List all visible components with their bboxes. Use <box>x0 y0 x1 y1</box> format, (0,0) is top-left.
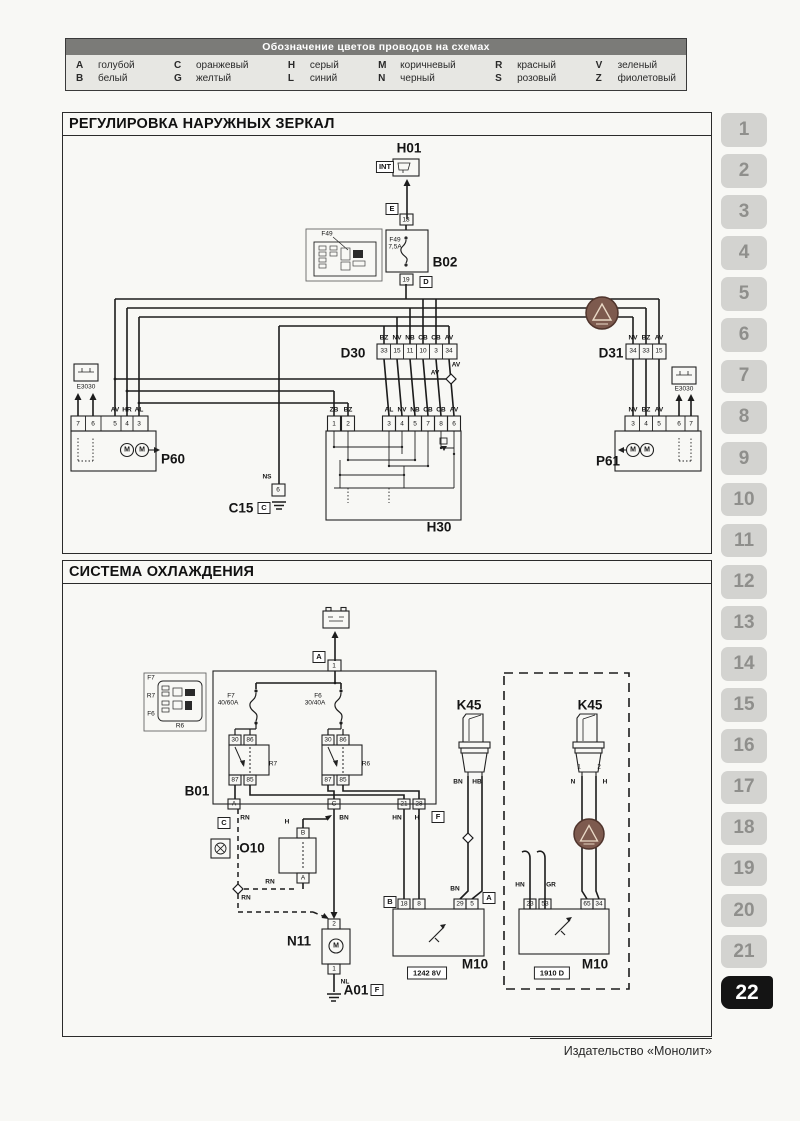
component-label-m10: M10 <box>581 956 609 972</box>
component-label-a01: A01 <box>343 982 369 998</box>
chapter-tab-2: 2 <box>721 154 767 188</box>
wire-color-nv: NV <box>397 406 407 414</box>
pin-1: 1 <box>332 965 336 973</box>
color-name: розовый <box>517 73 557 84</box>
ref-d: D <box>420 276 433 288</box>
legend-column-0 <box>76 59 135 85</box>
wire-color-rn: RN <box>240 814 250 822</box>
wire-color-bn: BN <box>453 778 463 786</box>
component-label-m10: M10 <box>461 956 489 972</box>
note-f49: F49 <box>321 230 333 238</box>
footer-rule <box>530 1038 712 1039</box>
wire-color-h: H <box>602 778 608 786</box>
pin-3: 3 <box>137 420 141 428</box>
wire-color-nv: NV <box>628 406 638 414</box>
legend-entry-L <box>288 72 339 85</box>
legend-entry-V <box>596 59 676 72</box>
pin-7: 7 <box>76 420 80 428</box>
legend-column-4 <box>495 59 556 85</box>
ref-b: B <box>384 896 397 908</box>
motor-letter-m: M <box>630 446 636 454</box>
wire-color-bz: BZ <box>641 406 651 414</box>
pin-34: 34 <box>445 347 453 355</box>
wire-color-av: AV <box>444 334 454 342</box>
color-code: H <box>287 60 296 71</box>
page-index-tabs <box>721 113 773 1009</box>
pin-2: 2 <box>332 920 336 928</box>
pin-7: 7 <box>689 420 693 428</box>
legend-entry-N <box>378 72 456 85</box>
motor-letter-m: M <box>644 446 650 454</box>
legend-entry-S <box>495 72 556 85</box>
pin-34: 34 <box>595 900 603 908</box>
pin-86: 86 <box>339 736 347 744</box>
legend-column-3 <box>378 59 456 85</box>
color-name: голубой <box>98 60 135 71</box>
color-name: белый <box>98 73 128 84</box>
chapter-tab-5: 5 <box>721 277 767 311</box>
component-label-k45: K45 <box>577 697 603 713</box>
color-name: красный <box>517 60 556 71</box>
diagram1-title: РЕГУЛИРОВКА НАРУЖНЫХ ЗЕРКАЛ <box>63 113 711 136</box>
pin-34: 34 <box>629 347 637 355</box>
chapter-tab-9: 9 <box>721 442 767 476</box>
legend-entry-B <box>76 72 135 85</box>
note-40-60a: 40/60A <box>217 699 239 707</box>
diagram2-labels <box>63 561 711 1036</box>
ref-c: C <box>258 502 271 514</box>
color-name: серый <box>309 60 339 71</box>
diagram-cooling-system <box>62 560 712 1037</box>
wire-color-bn: BN <box>339 814 349 822</box>
chapter-tab-19: 19 <box>721 853 767 887</box>
pin-3: 3 <box>387 420 391 428</box>
chapter-tab-10: 10 <box>721 483 767 517</box>
publisher-footer: Издательство «Монолит» <box>563 1044 712 1058</box>
chapter-tab-8: 8 <box>721 401 767 435</box>
color-code: A <box>76 60 84 71</box>
pin-3: 3 <box>434 347 438 355</box>
pin-1: 1 <box>332 420 336 428</box>
color-name: черный <box>400 73 435 84</box>
diagram-mirror-adjustment <box>62 112 712 554</box>
motor-letter-m: M <box>124 446 130 454</box>
pin-2: 2 <box>597 763 601 771</box>
note-f6: F6 <box>314 692 322 700</box>
pin-23: 23 <box>526 900 534 908</box>
motor-letter-m: M <box>333 942 339 950</box>
pin-87: 87 <box>231 776 239 784</box>
wire-color-rn: RN <box>241 894 251 902</box>
diagram2-title: СИСТЕМА ОХЛАЖДЕНИЯ <box>63 561 711 584</box>
wire-color-av: AV <box>654 334 664 342</box>
pin-b: B <box>300 829 306 837</box>
ref-a: A <box>483 892 496 904</box>
pin-6: 6 <box>276 486 280 494</box>
legend-entry-M <box>378 59 456 72</box>
pin-18: 18 <box>402 216 410 224</box>
color-code: V <box>595 60 603 71</box>
pin-30: 30 <box>231 736 239 744</box>
wire-color-bz: BZ <box>379 334 389 342</box>
wire-color-hn: HN <box>515 881 525 889</box>
wire-color-cb: CB <box>418 334 428 342</box>
color-code: R <box>495 60 503 71</box>
pin-a: A <box>300 874 306 882</box>
wire-color-av: AV <box>449 406 459 414</box>
pin-1: 1 <box>577 763 581 771</box>
color-name: зеленый <box>617 60 658 71</box>
color-code: Z <box>595 73 602 84</box>
chapter-tab-7: 7 <box>721 360 767 394</box>
pin-18: 18 <box>400 900 408 908</box>
chapter-tab-13: 13 <box>721 606 767 640</box>
color-code: M <box>378 60 387 71</box>
chapter-tab-14: 14 <box>721 647 767 681</box>
pin-1: 1 <box>332 662 336 670</box>
wire-color-cb: CB <box>423 406 433 414</box>
chapter-tab-11: 11 <box>721 524 767 558</box>
note-r7: R7 <box>268 760 278 768</box>
note-7-5a: 7,5A <box>388 243 402 251</box>
note-30-40a: 30/40A <box>304 699 326 707</box>
legend-column-1 <box>174 59 249 85</box>
pin-8: 8 <box>439 420 443 428</box>
wire-color-zb: ZB <box>329 406 339 414</box>
wire-color-rn: RN <box>265 878 275 886</box>
chapter-tab-21: 21 <box>721 935 767 969</box>
wire-color-gr: GR <box>546 881 556 889</box>
note-r7: R7 <box>146 692 156 700</box>
color-name: фиолетовый <box>617 73 676 84</box>
chapter-tab-3: 3 <box>721 195 767 229</box>
wire-color-cb: CB <box>431 334 441 342</box>
legend-columns <box>66 55 686 90</box>
pin-28: 28 <box>415 800 423 808</box>
wire-color-nv: NV <box>392 334 402 342</box>
ref-int: INT <box>376 161 394 173</box>
wire-color-al: AL <box>384 406 394 414</box>
color-code: C <box>173 60 182 71</box>
color-name: желтый <box>195 73 232 84</box>
pin-53: 53 <box>541 900 549 908</box>
color-code: L <box>287 73 294 84</box>
note-f49: F49 <box>389 236 401 244</box>
motor-letter-m: M <box>139 446 145 454</box>
pin-87: 87 <box>324 776 332 784</box>
ref-f: F <box>432 811 445 823</box>
legend-entry-H <box>288 59 339 72</box>
component-label-c15: C15 <box>228 500 254 516</box>
chapter-tab-18: 18 <box>721 812 767 846</box>
chapter-tab-17: 17 <box>721 771 767 805</box>
color-code: N <box>378 73 386 84</box>
pin-c: C <box>331 800 337 808</box>
component-label-d30: D30 <box>340 345 366 361</box>
ref-e: E <box>386 203 399 215</box>
pin-33: 33 <box>380 347 388 355</box>
legend-title: Обозначение цветов проводов на схемах <box>66 39 686 55</box>
legend-column-5 <box>596 59 676 85</box>
legend-column-2 <box>288 59 339 85</box>
wire-color-hb: HB <box>472 778 482 786</box>
pin-5: 5 <box>657 420 661 428</box>
pin-29: 29 <box>456 900 464 908</box>
wire-color-hn: HN <box>392 814 402 822</box>
variant-tag-1242-8v: 1242 8V <box>407 967 447 980</box>
pin-30: 30 <box>324 736 332 744</box>
wire-color-bz: BZ <box>641 334 651 342</box>
color-code: B <box>76 73 84 84</box>
chapter-tab-15: 15 <box>721 688 767 722</box>
pin-15: 15 <box>655 347 663 355</box>
pin-11: 11 <box>406 347 414 355</box>
component-label-b01: B01 <box>184 783 210 799</box>
note-e3030: E3030 <box>76 383 96 391</box>
pin-10: 10 <box>419 347 427 355</box>
pin-86: 86 <box>246 736 254 744</box>
pin-65: 65 <box>583 900 591 908</box>
wire-color-av: AV <box>110 406 120 414</box>
component-label-n11: N11 <box>286 933 312 949</box>
pin-3: 3 <box>631 420 635 428</box>
wire-color-bz: BZ <box>343 406 353 414</box>
pin-19: 19 <box>402 276 410 284</box>
component-label-k45: K45 <box>456 697 482 713</box>
pin-5: 5 <box>113 420 117 428</box>
wire-color-cb: CB <box>436 406 446 414</box>
chapter-tab-20: 20 <box>721 894 767 928</box>
pin-6: 6 <box>452 420 456 428</box>
wire-color-nv: NV <box>628 334 638 342</box>
component-label-h01: H01 <box>396 140 422 156</box>
wire-color-h: H <box>414 814 420 822</box>
legend-entry-G <box>174 72 249 85</box>
chapter-tab-6: 6 <box>721 318 767 352</box>
wire-color-av: AV <box>451 361 461 369</box>
wire-color-nb: NB <box>410 406 420 414</box>
pin-33: 33 <box>642 347 650 355</box>
wire-color-legend <box>65 38 687 91</box>
diagram1-labels <box>63 113 711 553</box>
color-name: коричневый <box>400 60 456 71</box>
ref-c: C <box>218 817 231 829</box>
wire-color-nb: NB <box>405 334 415 342</box>
pin-8: 8 <box>417 900 421 908</box>
legend-entry-Z <box>596 72 676 85</box>
wire-color-av: AV <box>654 406 664 414</box>
pin-85: 85 <box>339 776 347 784</box>
color-code: S <box>495 73 502 84</box>
legend-entry-A <box>76 59 135 72</box>
ref-a: A <box>313 651 326 663</box>
pin-6: 6 <box>677 420 681 428</box>
pin-15: 15 <box>393 347 401 355</box>
wire-color-av: AV <box>430 369 440 377</box>
pin-2: 2 <box>346 420 350 428</box>
wire-color-n: N <box>570 778 576 786</box>
legend-entry-C <box>174 59 249 72</box>
pin-5: 5 <box>413 420 417 428</box>
component-label-o10: O10 <box>239 840 265 856</box>
component-label-d31: D31 <box>598 345 624 361</box>
chapter-tab-22-active: 22 <box>721 976 773 1010</box>
wire-color-bn: BN <box>450 885 460 893</box>
pin-7: 7 <box>426 420 430 428</box>
color-code: G <box>173 73 182 84</box>
wire-color-nl: NL <box>340 978 350 986</box>
wire-color-al: AL <box>134 406 144 414</box>
pin-4: 4 <box>644 420 648 428</box>
component-label-b02: B02 <box>432 254 458 270</box>
variant-tag-1910-d: 1910 D <box>534 967 570 980</box>
color-name: синий <box>309 73 338 84</box>
wire-color-ns: NS <box>262 473 272 481</box>
component-label-p60: P60 <box>160 451 186 467</box>
legend-entry-R <box>495 59 556 72</box>
wire-color-h: H <box>284 818 290 826</box>
wire-color-hr: HR <box>122 406 132 414</box>
pin-a: A <box>231 800 237 808</box>
note-f7: F7 <box>227 692 235 700</box>
component-label-p61: P61 <box>595 453 621 469</box>
chapter-tab-4: 4 <box>721 236 767 270</box>
chapter-tab-16: 16 <box>721 729 767 763</box>
pin-6: 6 <box>91 420 95 428</box>
note-r6: R6 <box>361 760 371 768</box>
pin-21: 21 <box>400 800 408 808</box>
pin-85: 85 <box>246 776 254 784</box>
note-f7: F7 <box>147 674 155 682</box>
pin-4: 4 <box>400 420 404 428</box>
chapter-tab-12: 12 <box>721 565 767 599</box>
color-name: оранжевый <box>195 60 249 71</box>
ref-f: F <box>371 984 384 996</box>
pin-4: 4 <box>125 420 129 428</box>
note-f6: F6 <box>147 710 155 718</box>
pin-5: 5 <box>470 900 474 908</box>
component-label-h30: H30 <box>426 519 452 535</box>
note-e3030: E3030 <box>674 385 694 393</box>
chapter-tab-1: 1 <box>721 113 767 147</box>
note-r6: R6 <box>175 722 185 730</box>
